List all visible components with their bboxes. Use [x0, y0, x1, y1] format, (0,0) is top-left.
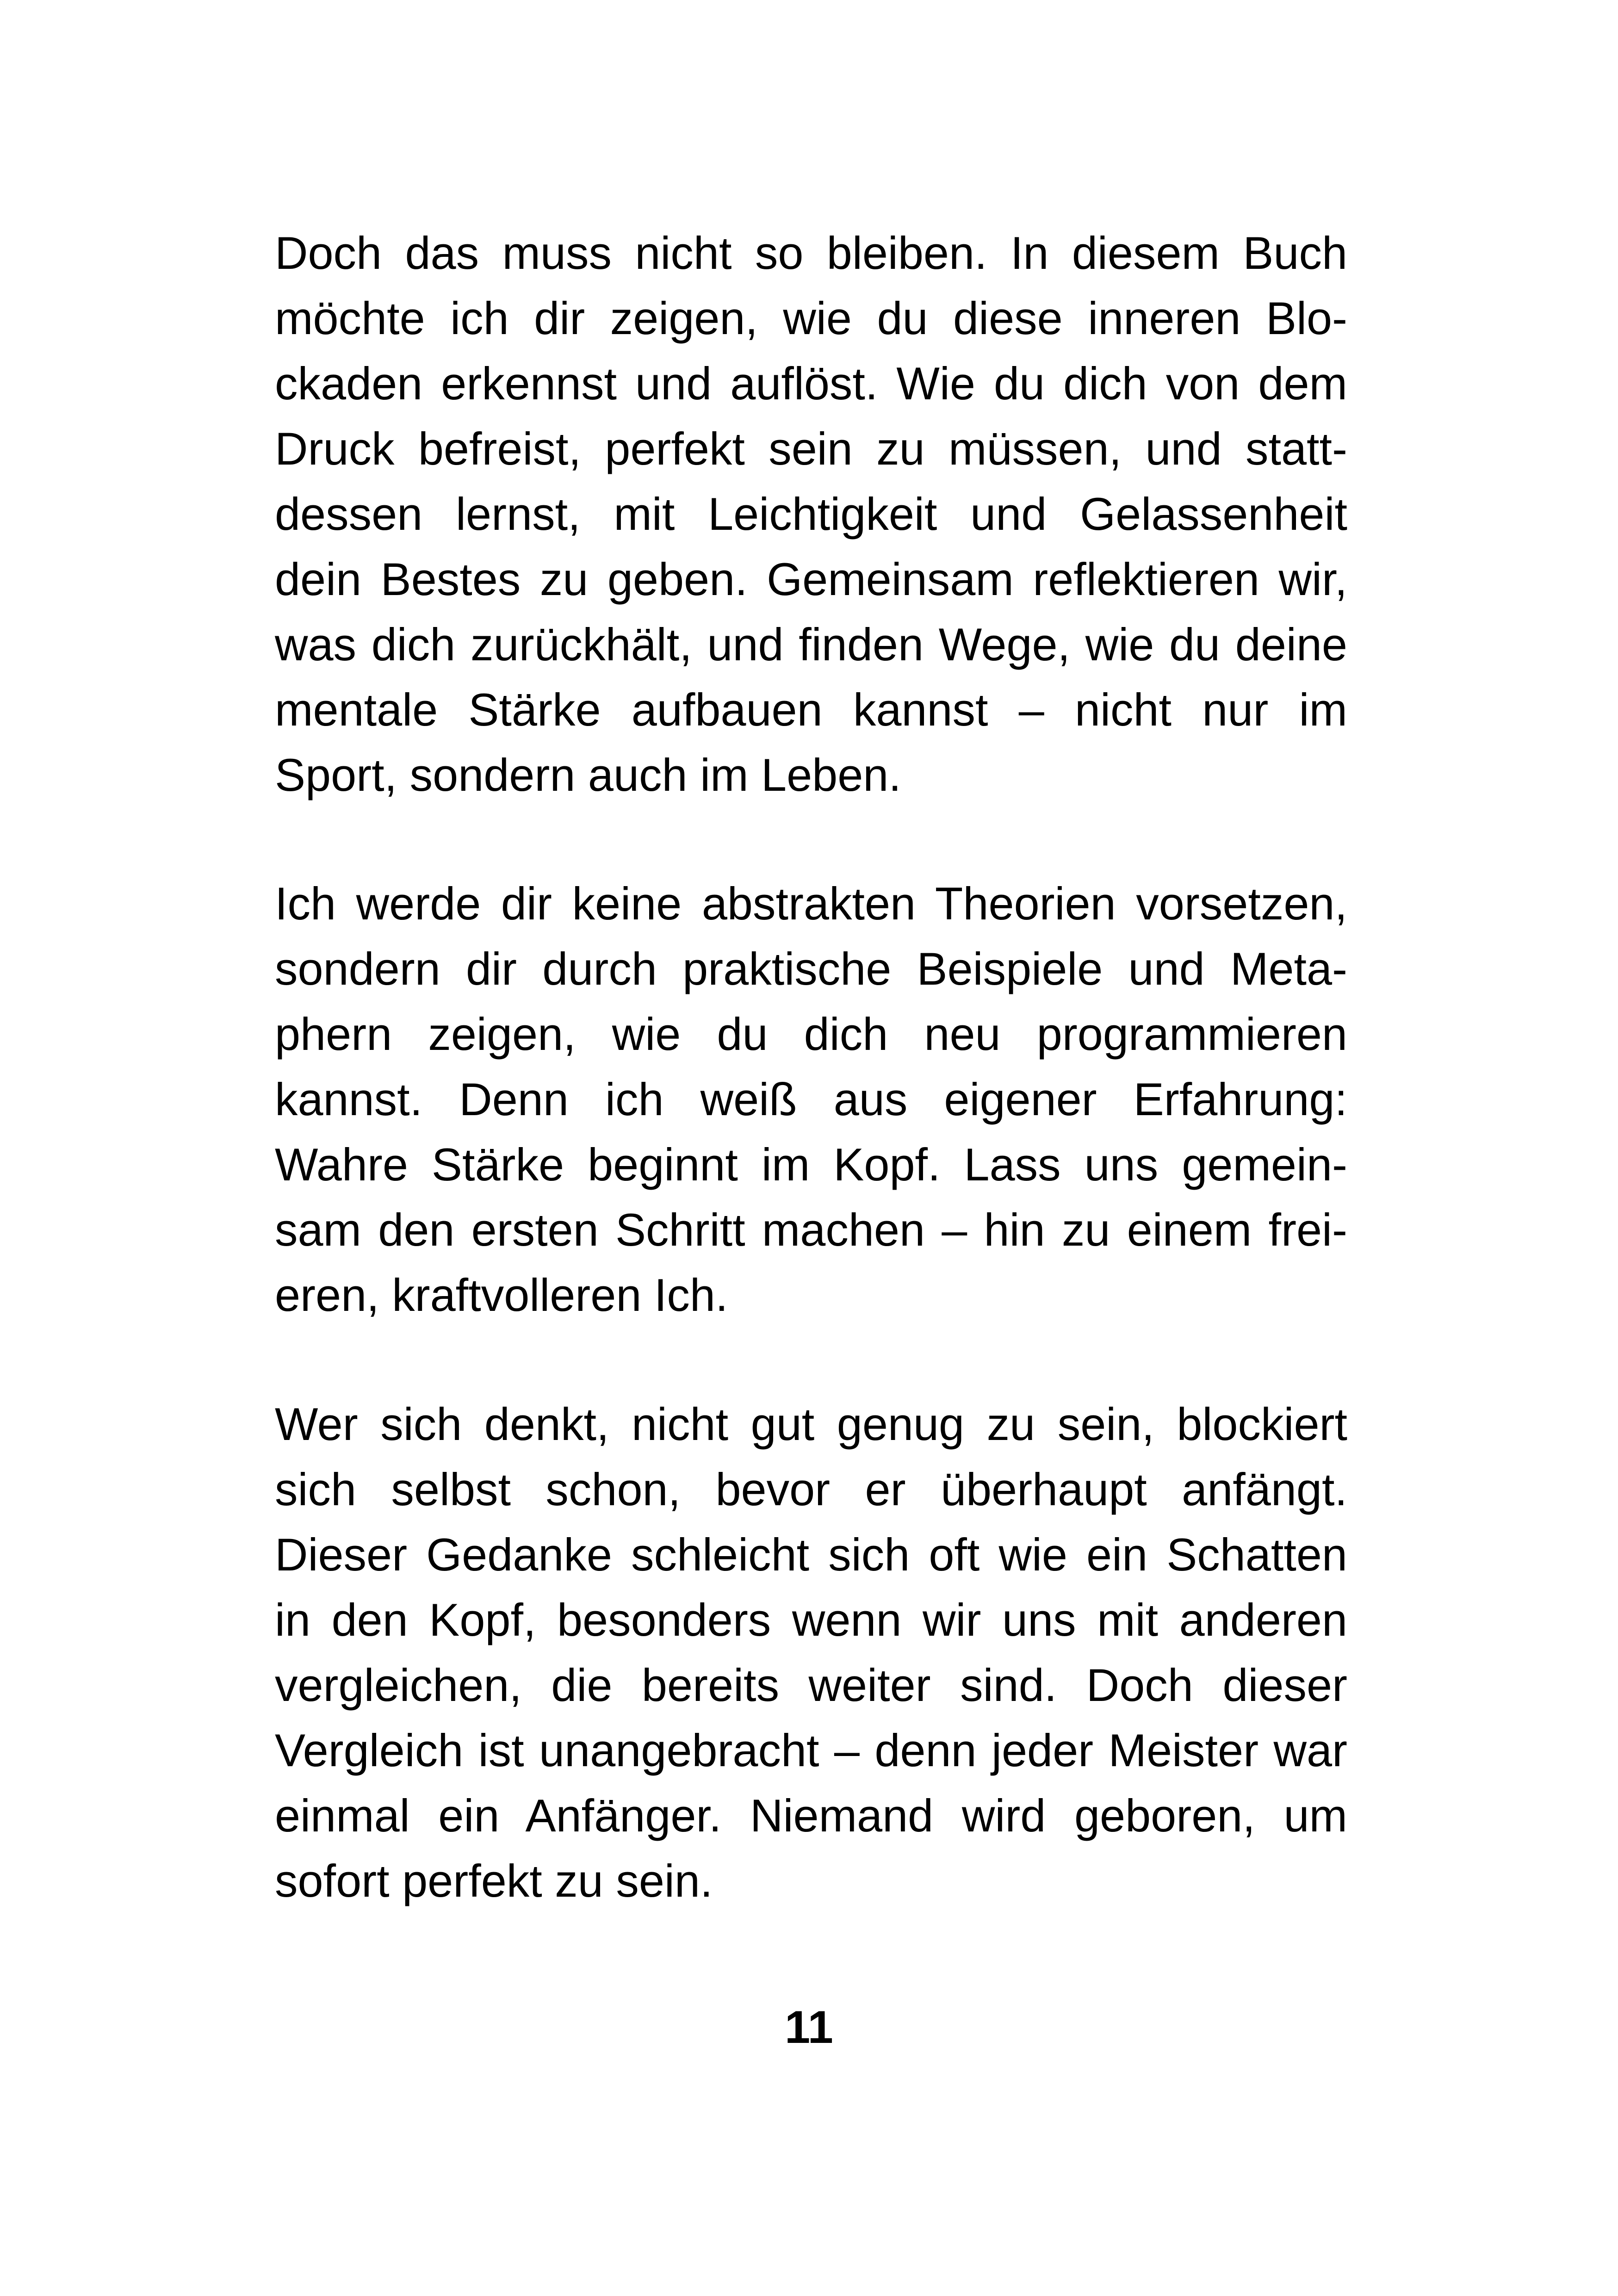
- text-line: sondern dir durch praktische Beispiele und Meta-: [275, 943, 1347, 994]
- text-line: Sport, sondern auch im Leben.: [275, 749, 901, 800]
- paragraph-2: [275, 871, 1347, 1328]
- text-line: vergleichen, die bereits weiter sind. Doch dieser: [275, 1659, 1347, 1711]
- paragraph-1: [275, 220, 1347, 807]
- text-line: sam den ersten Schritt machen – hin zu einem frei-: [275, 1204, 1347, 1255]
- text-line: möchte ich dir zeigen, wie du diese inneren Blo-: [275, 292, 1347, 344]
- text-line: mentale Stärke aufbauen kannst – nicht nur im: [275, 684, 1347, 735]
- text-line: was dich zurückhält, und finden Wege, wie du deine: [275, 619, 1347, 670]
- text-line: Vergleich ist unangebracht – denn jeder Meister war: [275, 1725, 1347, 1776]
- text-line: kannst. Denn ich weiß aus eigener Erfahrung:: [275, 1074, 1347, 1125]
- text-line: einmal ein Anfänger. Niemand wird geboren, um: [275, 1790, 1347, 1841]
- text-line: Druck befreist, perfekt sein zu müssen, und statt-: [275, 423, 1347, 474]
- text-line: dein Bestes zu geben. Gemeinsam reflektieren wir,: [275, 553, 1347, 605]
- paragraph-3: [275, 1391, 1347, 1913]
- text-line: sofort perfekt zu sein.: [275, 1855, 713, 1906]
- text-line: eren, kraftvolleren Ich.: [275, 1269, 728, 1321]
- page-number: 11: [785, 2001, 833, 2053]
- text-line: ckaden erkennst und auflöst. Wie du dich von dem: [275, 358, 1347, 409]
- text-line: Wer sich denkt, nicht gut genug zu sein, blockiert: [275, 1398, 1347, 1450]
- text-line: phern zeigen, wie du dich neu programmieren: [275, 1008, 1347, 1060]
- text-line: Ich werde dir keine abstrakten Theorien vorsetzen,: [275, 878, 1347, 929]
- text-line: dessen lernst, mit Leichtigkeit und Gelassenheit: [275, 488, 1347, 540]
- text-line: sich selbst schon, bevor er überhaupt anfängt.: [275, 1464, 1347, 1515]
- text-line: in den Kopf, besonders wenn wir uns mit anderen: [275, 1594, 1347, 1645]
- text-line: Doch das muss nicht so bleiben. In diesem Buch: [275, 227, 1347, 279]
- text-line: Dieser Gedanke schleicht sich oft wie ein Schatten: [275, 1529, 1347, 1580]
- text-line: Wahre Stärke beginnt im Kopf. Lass uns gemein-: [275, 1139, 1347, 1190]
